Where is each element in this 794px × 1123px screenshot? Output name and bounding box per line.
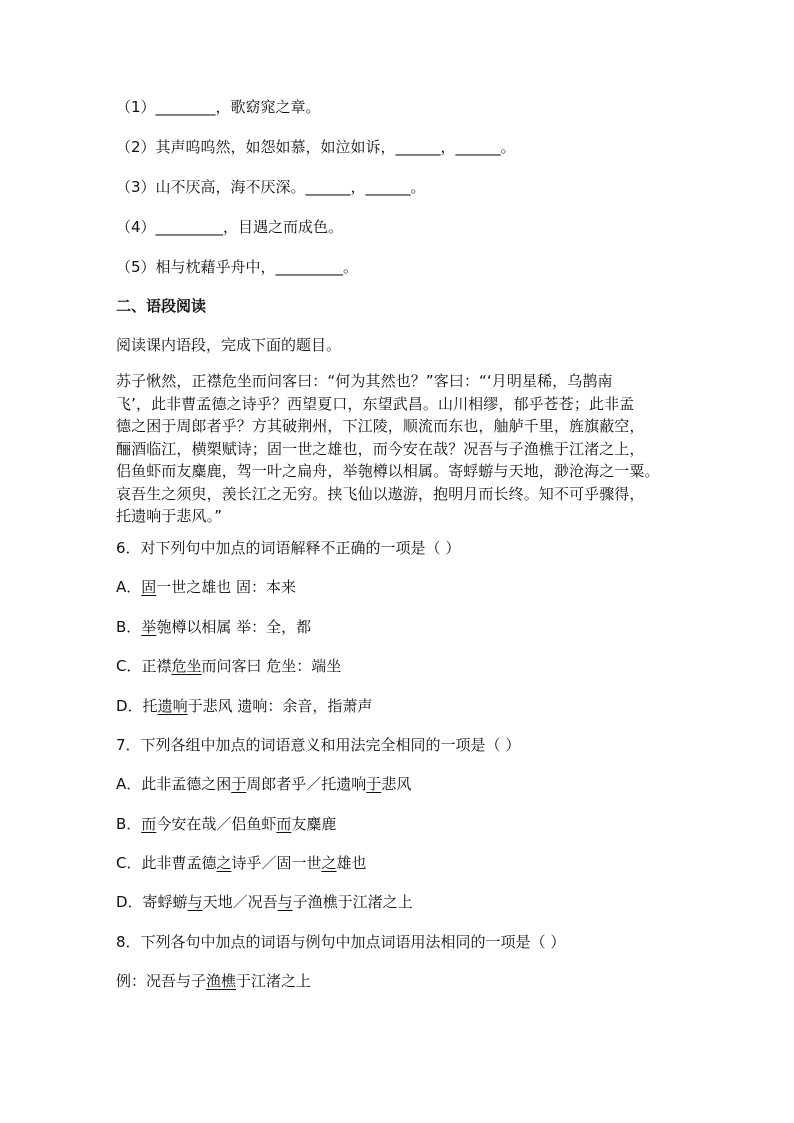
- passage-line: 苏子愀然，正襟危坐而问客曰：“何为其然也？”客曰：“‘月明星稀，乌鹊南: [116, 372, 613, 390]
- question-6-option-a: A．固一世之雄也 固：本来: [116, 578, 297, 596]
- question-7-stem: 7．下列各组中加点的词语意义和用法完全相同的一项是（ ）: [116, 736, 521, 754]
- passage-line: 酾酒临江，横槊赋诗；固一世之雄也，而今安在哉？况吾与子渔樵于江渚之上，: [116, 439, 645, 458]
- dotted-word: 渔樵: [206, 972, 237, 990]
- dotted-word: 而: [141, 815, 157, 833]
- question-6-option-d: D．托遗响于悲风 遗响：余音，指萧声: [116, 697, 373, 715]
- fill-blank-5: （5）相与枕藉乎舟中，_________。: [116, 258, 359, 276]
- instruction-text: 阅读课内语段，完成下面的题目。: [116, 336, 342, 354]
- passage-line: 托遗响于悲风。”: [116, 507, 223, 525]
- passage-line: 德之困于周郎者乎？方其破荆州，下江陵，顺流而东也，舳舻千里，旌旗蔽空，: [116, 417, 645, 435]
- question-7-option-b: B．而今安在哉／侣鱼虾而友麋鹿: [116, 815, 337, 833]
- dotted-word: 遗响: [157, 697, 188, 715]
- question-8-stem: 8．下列各句中加点的词语与例句中加点词语用法相同的一项是（ ）: [116, 933, 566, 951]
- dotted-word: 而: [276, 815, 292, 833]
- question-6-option-b: B．举匏樽以相属 举：全，都: [116, 618, 312, 636]
- fill-blank-4: （4）_________，目遇之而成色。: [116, 218, 344, 236]
- fill-blank-2: （2）其声呜呜然，如怨如慕，如泣如诉，______，______。: [116, 138, 516, 156]
- question-6-option-c: C．正襟危坐而问客曰 危坐：端坐: [116, 657, 342, 675]
- fill-blank-1: （1）________，歌窈窕之章。: [116, 98, 321, 116]
- question-7-option-c: C．此非曹孟德之诗乎／固一世之雄也: [116, 854, 367, 872]
- dotted-word: 于: [366, 775, 382, 793]
- question-7-option-a: A．此非孟德之困于周郎者乎／托遗响于悲风: [116, 775, 412, 793]
- question-6-stem: 6．对下列句中加点的词语解释不正确的一项是（ ）: [116, 539, 461, 557]
- question-8-example: 例：况吾与子渔樵于江渚之上: [116, 972, 312, 990]
- passage-line: 侣鱼虾而友麋鹿，驾一叶之扁舟，举匏樽以相属。寄蜉蝣与天地，渺沧海之一粟。: [116, 462, 660, 480]
- fill-blank-3: （3）山不厌高，海不厌深。______，______。: [116, 178, 426, 196]
- dotted-word: 固: [141, 578, 157, 596]
- question-7-option-d: D．寄蜉蝣与天地／况吾与子渔樵于江渚之上: [116, 893, 413, 911]
- dotted-word: 与: [277, 893, 293, 911]
- dotted-word: 于: [231, 775, 247, 793]
- dotted-word: 之: [321, 854, 337, 872]
- passage-line: 哀吾生之须臾，羡长江之无穷。挟飞仙以遨游，抱明月而长终。知不可乎骤得，: [116, 484, 645, 503]
- dotted-word: 之: [216, 854, 232, 872]
- passage-line: 飞’，此非曹孟德之诗乎？西望夏口，东望武昌。山川相缪，郁乎苍苍；此非孟: [116, 394, 635, 413]
- reading-passage: [116, 370, 686, 528]
- dotted-word: 危坐: [171, 657, 202, 675]
- dotted-word: 与: [187, 893, 203, 911]
- section-title: 二、语段阅读: [116, 297, 207, 315]
- dotted-word: 举: [141, 618, 157, 636]
